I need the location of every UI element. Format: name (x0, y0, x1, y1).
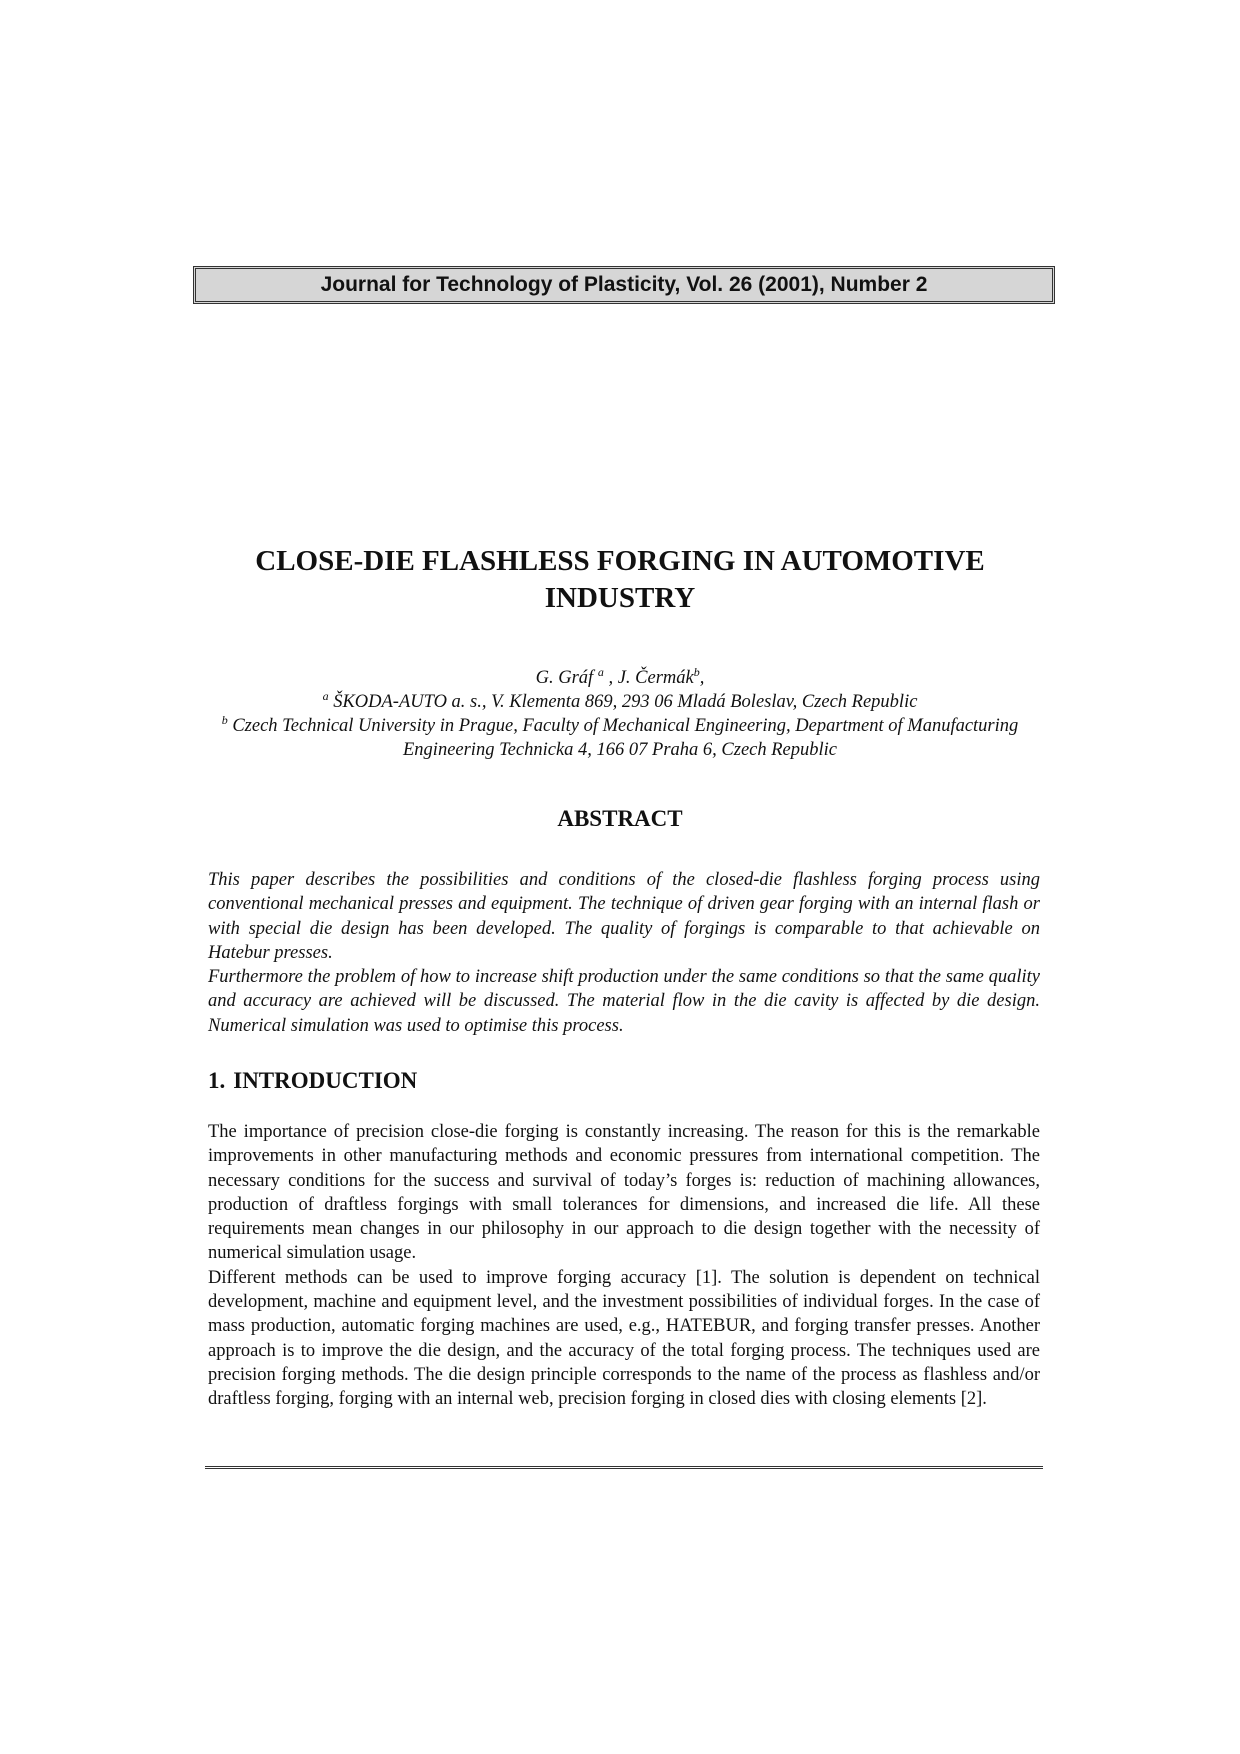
author-name: G. Gráf (535, 668, 594, 688)
abstract-paragraph: This paper describes the possibilities and conditions of the closed-die flashless forging process using conventional mechanical presses and equipment. The technique of driven gear forging with an internal flash or with special die design has been developed. The quality of forgings is comparable to that achievable on Hatebur presses. (208, 870, 1040, 963)
author-name: J. Čermák (617, 668, 694, 688)
paper-title: CLOSE-DIE FLASHLESS FORGING IN AUTOMOTIVE INDUSTRY (255, 545, 985, 614)
author-superscript: b (693, 665, 700, 679)
authors-block (210, 666, 1030, 762)
affiliation-line (210, 714, 1030, 762)
section-heading-introduction (208, 1066, 808, 1096)
abstract-body (208, 868, 1040, 1038)
journal-header-text: Journal for Technology of Plasticity, Vol. 26 (2001), Number 2 (320, 273, 928, 296)
abstract-heading: ABSTRACT (557, 806, 683, 831)
affiliation-text: ŠKODA-AUTO a. s., V. Klementa 869, 293 06 Mladá Boleslav, Czech Republic (333, 692, 918, 712)
author-trailing: , (699, 668, 705, 688)
author-superscript: a (597, 665, 604, 679)
affiliation-superscript: a (322, 689, 329, 703)
body-paragraph: Different methods can be used to improve forging accuracy [1]. The solution is dependent on technical development, machine and equipment level, and the investment possibilities of individual forges. In the case of mass production, automatic forging machines are used, e.g., HATEBUR, and forging transfer presses. Another approach is to improve the die design, and the accuracy of the total forging process. The techniques used are precision forging methods. The die design principle corresponds to the name of the process as flashless and/or draftless forging, forging with an internal web, precision forging in closed dies with closing elements [2]. (208, 1267, 1040, 1410)
abstract-paragraph: Furthermore the problem of how to increase shift production under the same conditions so that the same quality and accuracy are achieved will be discussed. The material flow in the die cavity is affected by die design. Numerical simulation was used to optimise this process. (208, 967, 1040, 1036)
affiliation-line (210, 690, 1030, 714)
affiliation-text: Czech Technical University in Prague, Faculty of Mechanical Engineering, Department of Manufacturing Engineering Technicka 4, 166 07 Praha 6, Czech Republic (232, 716, 1019, 760)
section-title: INTRODUCTION (233, 1068, 418, 1093)
section-number: 1. (208, 1068, 226, 1093)
footer-rule (205, 1466, 1043, 1471)
journal-header (193, 266, 1055, 304)
affiliation-superscript: b (221, 713, 228, 727)
author-separator: , (603, 668, 618, 688)
author-line (210, 666, 1030, 690)
introduction-body (208, 1120, 1040, 1412)
body-paragraph: The importance of precision close-die forging is constantly increasing. The reason for this is the remarkable improvements in other manufacturing methods and economic pressures from international competition. The necessary conditions for the success and survival of today’s forges is: reduction of machining allowances, production of draftless forgings with small tolerances for dimensions, and increased die life. All these requirements mean changes in our philosophy in our approach to die design together with the necessity of numerical simulation usage. (208, 1122, 1040, 1264)
